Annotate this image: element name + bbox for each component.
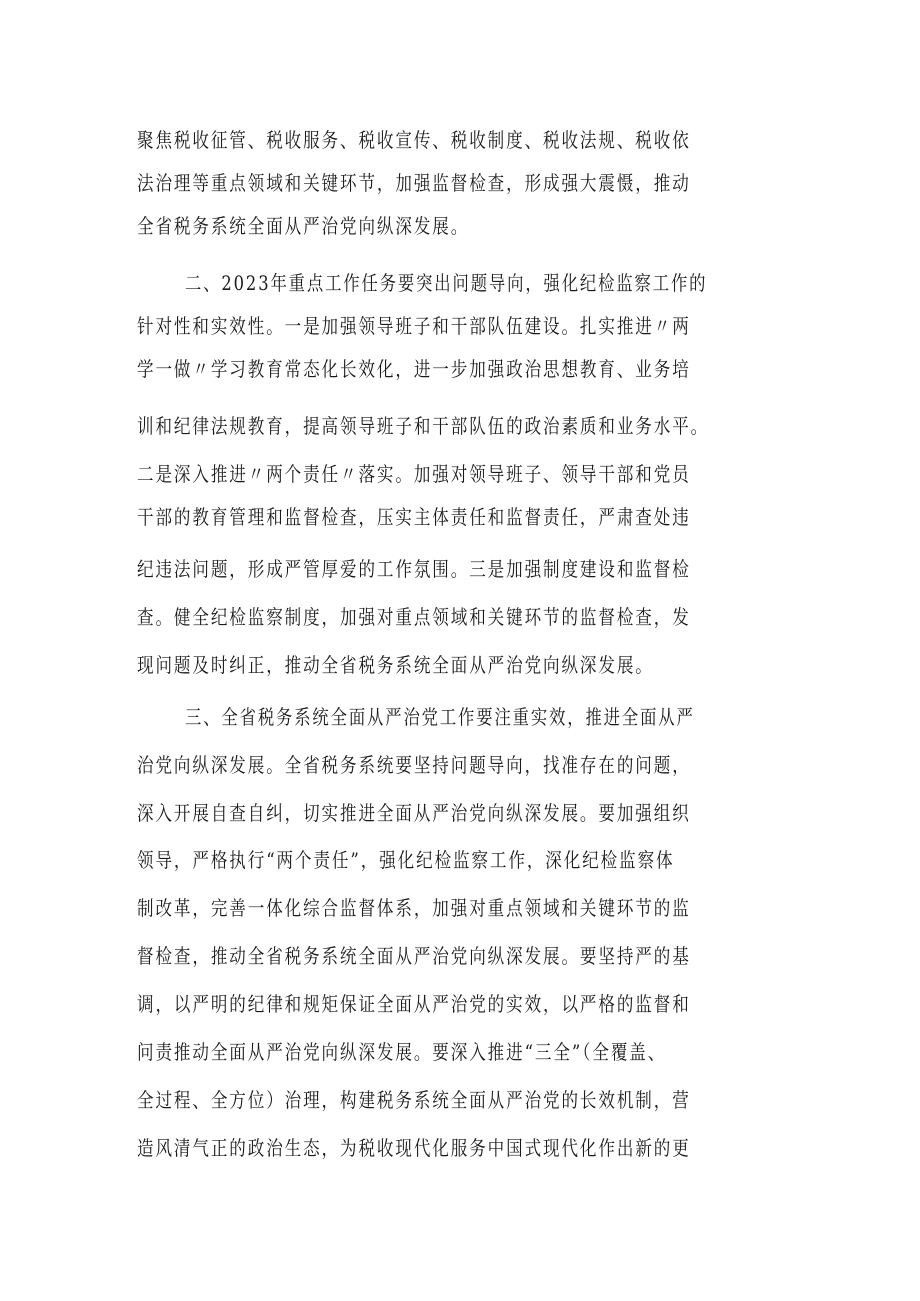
paragraph-start-line xyxy=(0,261,920,305)
text-line-content: 训和纪律法规教育，提高领导班子和干部队伍的政治素质和业务水平。 xyxy=(137,414,710,438)
text-line xyxy=(0,838,920,882)
paragraph-start-line xyxy=(0,695,920,739)
text-line xyxy=(0,982,920,1026)
text-line xyxy=(0,595,920,639)
text-line xyxy=(0,452,920,496)
text-line xyxy=(0,934,920,978)
text-line-content: 二、2023年重点工作任务要突出问题导向，强化纪检监察工作的 xyxy=(185,271,708,295)
text-line-content: 问责推动全面从严治党向纵深发展。要深入推进“三全”（全覆盖、 xyxy=(137,1040,667,1064)
text-line-content: 干部的教育管理和监督检查，压实主体责任和监督责任，严肃查处违 xyxy=(137,505,691,529)
text-line xyxy=(0,1030,920,1074)
text-line xyxy=(0,347,920,391)
text-line xyxy=(0,118,920,162)
text-line-content: 针对性和实效性。一是加强领导班子和干部队伍建设。扎实推进〃两 xyxy=(137,314,691,338)
text-line xyxy=(0,743,920,787)
text-line-content: 聚焦税收征管、税收服务、税收宣传、税收制度、税收法规、税收依 xyxy=(137,128,691,152)
text-line-content: 领导，严格执行“两个责任”，强化纪检监察工作，深化纪检监察体 xyxy=(137,848,675,872)
text-line xyxy=(0,1078,920,1122)
text-line-content: 纪违法问题，形成严管厚爱的工作氛围。三是加强制度建设和监督检 xyxy=(137,557,691,581)
text-line-content: 学一做〃学习教育常态化长效化，进一步加强政治思想教育、业务培 xyxy=(137,357,691,381)
text-line xyxy=(0,547,920,591)
text-line-content: 全省税务系统全面从严治党向纵深发展。 xyxy=(137,214,470,238)
text-line-content: 造风清气正的政治生态，为税收现代化服务中国式现代化作出新的更 xyxy=(137,1136,691,1160)
text-line-content: 制改革，完善一体化综合监督体系，加强对重点领域和关键环节的监 xyxy=(137,896,691,920)
text-line-content: 调，以严明的纪律和规矩保证全面从严治党的实效，以严格的监督和 xyxy=(137,992,691,1016)
text-line xyxy=(0,304,920,348)
text-line-content: 法治理等重点领域和关键环节，加强监督检查，形成强大震慑，推动 xyxy=(137,171,691,195)
text-line xyxy=(0,204,920,248)
text-line-content: 治党向纵深发展。全省税务系统要坚持问题导向，找准存在的问题， xyxy=(137,753,691,777)
text-line-content: 三、全省税务系统全面从严治党工作要注重实效，推进全面从严 xyxy=(185,705,695,729)
text-line-content: 现问题及时纠正，推动全省税务系统全面从严治党向纵深发展。 xyxy=(137,653,654,677)
text-line-content: 查。健全纪检监察制度，加强对重点领域和关键环节的监督检查，发 xyxy=(137,605,691,629)
text-line xyxy=(0,404,920,448)
text-line xyxy=(0,791,920,835)
text-line-content: 督检查，推动全省税务系统全面从严治党向纵深发展。要坚持严的基 xyxy=(137,944,691,968)
text-line-content: 二是深入推进〃两个责任〃落实。加强对领导班子、领导干部和党员 xyxy=(137,462,691,486)
text-line xyxy=(0,643,920,687)
text-line-content: 深入开展自查自纠，切实推进全面从严治党向纵深发展。要加强组织 xyxy=(137,801,691,825)
text-line-content: 全过程、全方位）治理，构建税务系统全面从严治党的长效机制，营 xyxy=(137,1088,691,1112)
text-line xyxy=(0,495,920,539)
text-line xyxy=(0,886,920,930)
text-line xyxy=(0,161,920,205)
text-line xyxy=(0,1126,920,1170)
